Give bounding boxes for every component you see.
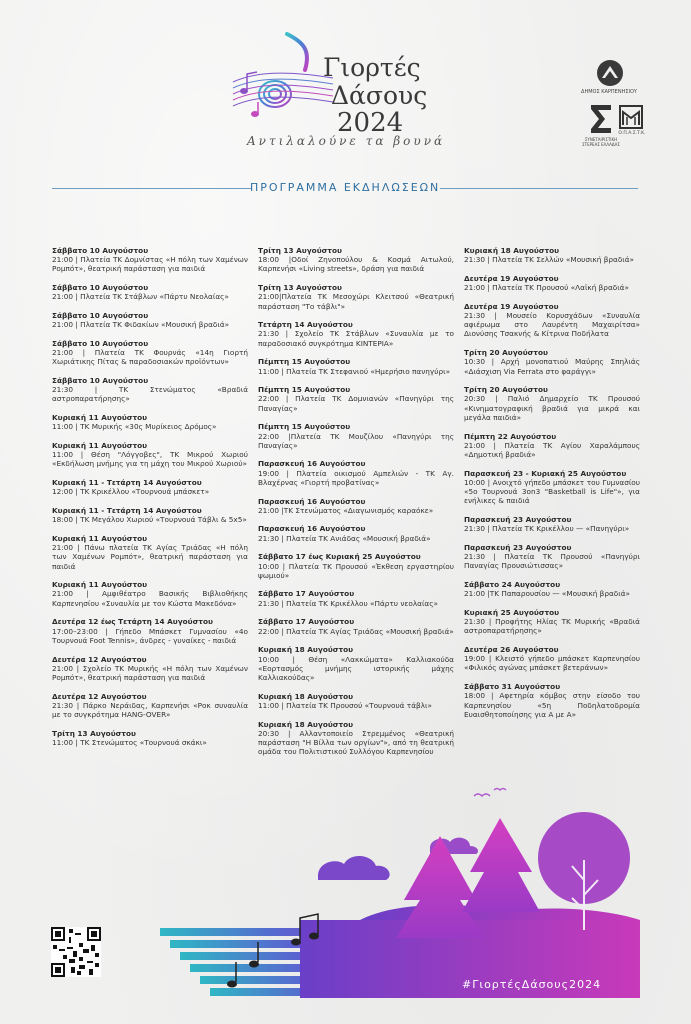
event-date: Σάββατο 10 Αυγούστου: [52, 376, 149, 386]
event-details: 22:00 | Πλατεία ΤΚ Αγίας Τριάδας «Μουσική βραδιά»: [258, 626, 454, 636]
event-details: 11:00 | Πλατεία ΤΚ Προυσού «Τουρνουά τάβλι»: [258, 700, 432, 710]
event-date: Δευτέρα 12 έως Τετάρτη 14 Αυγούστου: [52, 617, 213, 627]
sigma-label: ΣΥΝΕΤΑΙΡΙΣΤΙΚΗ ΣΤΕΡΕΑΣ ΕΛΛΑΔΑΣ: [582, 137, 620, 147]
event-details: 10:00 | Πλατεία ΤΚ Προυσού «Έκθεση εργαστηρίου ψωμιού»: [258, 561, 454, 580]
event-date: Σάββατο 17 Αυγούστου: [258, 589, 355, 599]
event-date: Παρασκευή 16 Αυγούστου: [258, 524, 366, 534]
event-details: 11:00 | Πλατεία ΤΚ Στεφανιού «Ημερήσιο πανηγύρι»: [258, 366, 451, 376]
festival-subtitle: Αντιλαλούνε τα βουνά: [247, 134, 446, 148]
event-date: Σάββατο 24 Αυγούστου: [464, 579, 561, 589]
event-date: Κυριακή 18 Αυγούστου: [258, 645, 354, 655]
event-details: 21:30 | Πλατεία ΤΚ Σελλών «Μουσική βραδιά»: [464, 255, 635, 265]
event-details: 21:00 | Πλατεία ΤΚ Φιδακίων «Μουσική βραδιά»: [52, 320, 230, 330]
event-date: Παρασκευή 16 Αυγούστου: [258, 459, 366, 469]
event-details: 10:00 | Ανοιχτό γήπεδο μπάσκετ του Γυμνασίου «5ο Τουρνουά 3on3 "Basketball is Life"», για ενήλικες & παιδιά: [464, 477, 640, 506]
event-date: Κυριακή 18 Αυγούστου: [464, 246, 560, 255]
event-date: Κυριακή 11 Αυγούστου: [52, 533, 148, 543]
event-date: Σάββατο 10 Αυγούστου: [52, 311, 149, 321]
event-details: 21:30 | ΤΚ Στενώματος «Βραδιά αστροπαρατήρησης»: [52, 385, 248, 404]
event-details: 19:00 | Κλειστό γήπεδο μπάσκετ Καρπενησίου «Φιλικός αγώνας μπάσκετ βετεράνων»: [464, 654, 640, 673]
event-details: 18:00 | Αφετηρία κόμβος στην είσοδο του Καρπενησίου «5η Ποδηλατοδρομία Ευαισθητοποίησης για Α με Α»: [464, 691, 640, 719]
event-date: Παρασκευή 16 Αυγούστου: [258, 496, 366, 506]
event-date: Σάββατο 17 Αυγούστου: [258, 617, 355, 627]
event-details: 21:30 | Πλατεία ΤΚ Προυσού «Πανηγύρι Παναγίας Προυσιώτισσας»: [464, 552, 640, 571]
event-date: Πέμπτη 15 Αυγούστου: [258, 357, 351, 367]
event-details: 10:00 | Θέση «Λακκώματα» Καλλιακούδα «Εορτασμός μνήμης ιστορικής μάχης Καλλιακούδας»: [258, 654, 454, 682]
event-details: 21:00 | Πλατεία ΤΚ Φουρνάς «14η Γιορτή Χωριάτικης Πίτας & παραδοσιακών προϊόντων»: [52, 348, 248, 367]
event-date: Κυριακή 25 Αυγούστου: [464, 607, 560, 617]
qr-code-icon[interactable]: [51, 927, 101, 977]
event-details: 21:00 | Αμφιθέατρο Βασικής Βιβλιοθήκης Καρπενησίου «Συναυλία με τον Κώστα Μακεδόνα»: [52, 589, 248, 608]
title-line-2: Δάσους: [331, 81, 428, 110]
title-year: 2024: [337, 108, 404, 138]
event-date: Τετάρτη 14 Αυγούστου: [258, 320, 353, 330]
event-details: 21:00 | Σχολείο ΤΚ Μυρικής «Η πόλη των Χαμένων Ρομπότ», θεατρική παράσταση για παιδιά: [52, 663, 248, 682]
event-date: Δευτέρα 12 Αυγούστου: [52, 654, 147, 664]
event-date: Τρίτη 20 Αυγούστου: [464, 385, 548, 395]
event-details: 18:00 | ΤΚ Μεγάλου Χωριού «Τουρνουά Τάβλι & 5x5»: [52, 515, 247, 525]
event-details: 11:00 | Θέση "Λόγγοβες", ΤΚ Μικρού Χωριού «Εκδήλωση μνήμης για τη μάχη του Μικρού Χωριού»: [52, 450, 248, 469]
event-date: Δευτέρα 19 Αυγούστου: [464, 273, 559, 283]
event-details: 21:30 | Σχολείο ΤΚ Στάβλων «Συναυλία με το παραδοσιακό συγκρότημα ΚΙΝΤΕΡΙΑ»: [258, 329, 454, 348]
event-date: Δευτέρα 19 Αυγούστου: [464, 301, 559, 311]
hashtag: #ΓιορτέςΔάσους2024: [462, 978, 602, 991]
event-details: 21:00 | Πλατεία ΤΚ Στάβλων «Πάρτυ Νεολαίας»: [52, 292, 229, 302]
event-details: 21:00 |ΤΚ Στενώματος «Διαγωνισμός καραόκε»: [258, 505, 434, 515]
title-line-1: Γιορτές: [323, 53, 421, 82]
event-details: 21:30 | Πλατεία ΤΚ Κρικέλλου «Πάρτυ νεολαίας»: [258, 598, 438, 608]
event-date: Σάββατο 17 έως Κυριακή 25 Αυγούστου: [258, 552, 421, 562]
event-details: 22:00 | Πλατεία ΤΚ Δομνιανών «Πανηγύρι της Παναγίας»: [258, 394, 454, 413]
program-title: ΠΡΟΓΡΑΜΜΑ ΕΚΔΗΛΩΣΕΩΝ: [250, 181, 441, 194]
event-details: 12:00 | ΤΚ Κρικέλλου «Τουρνουά μπάσκετ»: [52, 487, 210, 497]
opastk-label: Ο.Π.Α.Σ.Τ.Κ.: [618, 131, 646, 136]
event-date: Σάββατο 31 Αυγούστου: [464, 682, 561, 692]
event-details: 11:00 | ΤΚ Μυρικής «30ς Μυρίκειος Δρόμος»: [52, 422, 217, 432]
event-details: 21:00 |ΤΚ Παπαρουσίου — «Μουσική βραδιά»: [464, 589, 630, 599]
event-date: Κυριακή 18 Αυγούστου: [258, 691, 354, 701]
event-date: Κυριακή 11 Αυγούστου: [52, 441, 148, 451]
event-details: 19:00 | Πλατεία οικισμού Αμπελιών - ΤΚ Αγ. Βλαχέρνας «Γιορτή προβατίνας»: [258, 468, 454, 487]
event-date: Πέμπτη 15 Αυγούστου: [258, 385, 351, 395]
event-date: Τρίτη 20 Αυγούστου: [464, 348, 548, 358]
event-details: 22:00 |Πλατεία ΤΚ Μουζίλου «Πανηγύρι της Παναγίας»: [258, 431, 454, 450]
event-details: 21:30 | Πλατεία ΤΚ Ανιάδας «Μουσική βραδιά»: [258, 533, 431, 543]
event-date: Δευτέρα 12 Αυγούστου: [52, 691, 147, 701]
event-details: 21:30 | Πλατεία ΤΚ Κρικέλλου — «Πανηγύρι»: [464, 524, 630, 534]
event-date: Παρασκευή 23 Αυγούστου: [464, 514, 572, 524]
municipality-label: ΔΗΜΟΣ ΚΑΡΠΕΝΗΣΙΟΥ: [581, 89, 637, 95]
event-date: Κυριακή 11 - Τετάρτη 14 Αυγούστου: [52, 506, 202, 516]
event-date: Τρίτη 13 Αυγούστου: [52, 728, 136, 738]
event-details: 21:30 | Προφήτης Ηλίας ΤΚ Μυρικής «Βραδιά αστροπαρατήρησης»: [464, 617, 640, 636]
event-date: Τρίτη 13 Αυγούστου: [258, 283, 342, 293]
event-date: Κυριακή 18 Αυγούστου: [258, 719, 354, 729]
event-date: Τρίτη 13 Αυγούστου: [258, 246, 342, 255]
event-date: Κυριακή 11 - Τετάρτη 14 Αυγούστου: [52, 478, 202, 488]
event-details: 20:30 | Παλιό Δημαρχείο ΤΚ Προυσού «Κινηματογραφική βραδιά για μικρά και μεγάλα παιδιά»: [464, 394, 640, 422]
event-details: 21:00 | Πάνω πλατεία ΤΚ Αγίας Τριάδας «Η πόλη των Χαμένων Ρομπότ», θεατρική παράσταση για παιδιά: [52, 543, 248, 571]
event-date: Σάββατο 10 Αυγούστου: [52, 283, 149, 293]
event-date: Πέμπτη 22 Αυγούστου: [464, 431, 557, 441]
event-date: Σάββατο 10 Αυγούστου: [52, 338, 149, 348]
event-details: 21:30 | Μουσείο Κορυσχάδων «Συναυλία αφιέρωμα στο Λαυρέντη Μαχαιρίτσα» Διονύσης Τσακνής & Κίτρινα Ποδήλατα: [464, 311, 640, 339]
event-details: 21:00 | Πλατεία ΤΚ Δομνίστας «Η πόλη των Χαμένων Ρομπότ», θεατρική παράσταση για παιδιά: [52, 255, 248, 274]
cloud-icon: [318, 856, 390, 880]
event-date: Παρασκευή 23 - Κυριακή 25 Αυγούστου: [464, 468, 627, 478]
event-details: 21:30 | Πάρκο Νεράιδας, Καρπενήσι «Ροκ συναυλία με το συγκρότημα HANG-OVER»: [52, 700, 248, 720]
event-details: 10:30 | Αρχή μονοπατιού Μαύρης Σπηλιάς «Διάσχιση Via Ferrata στο φαράγγι»: [464, 357, 640, 376]
event-date: Παρασκευή 23 Αυγούστου: [464, 542, 572, 552]
event-details: 20:30 | Αλλαντοποιείο Στρεμμένος «Θεατρική παράσταση "Η Βίλλα των οργίων"», από τη θεατρική ομάδα του Πολιτιστικού Συλλόγου Καρπενησίου: [258, 728, 454, 757]
event-date: Σάββατο 10 Αυγούστου: [52, 246, 149, 255]
event-details: 18:00 |Οδοί Ζηνοπούλου & Κοσμά Αιτωλού, Καρπενήσι «Living streets», δράση για παιδιά: [258, 255, 454, 274]
event-details: 21:00 | Πλατεία ΤΚ Προυσού «Λαϊκή βραδιά»: [464, 283, 629, 293]
event-date: Κυριακή 11 Αυγούστου: [52, 413, 148, 423]
event-details: 17:00–23:00 | Γήπεδο Μπάσκετ Γυμνασίου «4ο Τουρνουά Foot Tennis», άνδρες - γυναίκες - παιδιά: [52, 626, 248, 645]
event-details: 11:00 | ΤΚ Στενώματος «Τουρνουά σκάκι»: [52, 737, 207, 747]
event-date: Δευτέρα 26 Αυγούστου: [464, 645, 559, 654]
event-details: 21:00|Πλατεία ΤΚ Μεσοχώρι Κλειτσού «Θεατρική παράσταση "Το τάβλι"»: [258, 292, 454, 311]
event-details: 21:00 | Πλατεία ΤΚ Αγίου Χαραλάμπους «Δημοτική βραδιά»: [464, 440, 640, 459]
event-date: Πέμπτη 15 Αυγούστου: [258, 422, 351, 432]
event-date: Κυριακή 11 Αυγούστου: [52, 580, 148, 590]
